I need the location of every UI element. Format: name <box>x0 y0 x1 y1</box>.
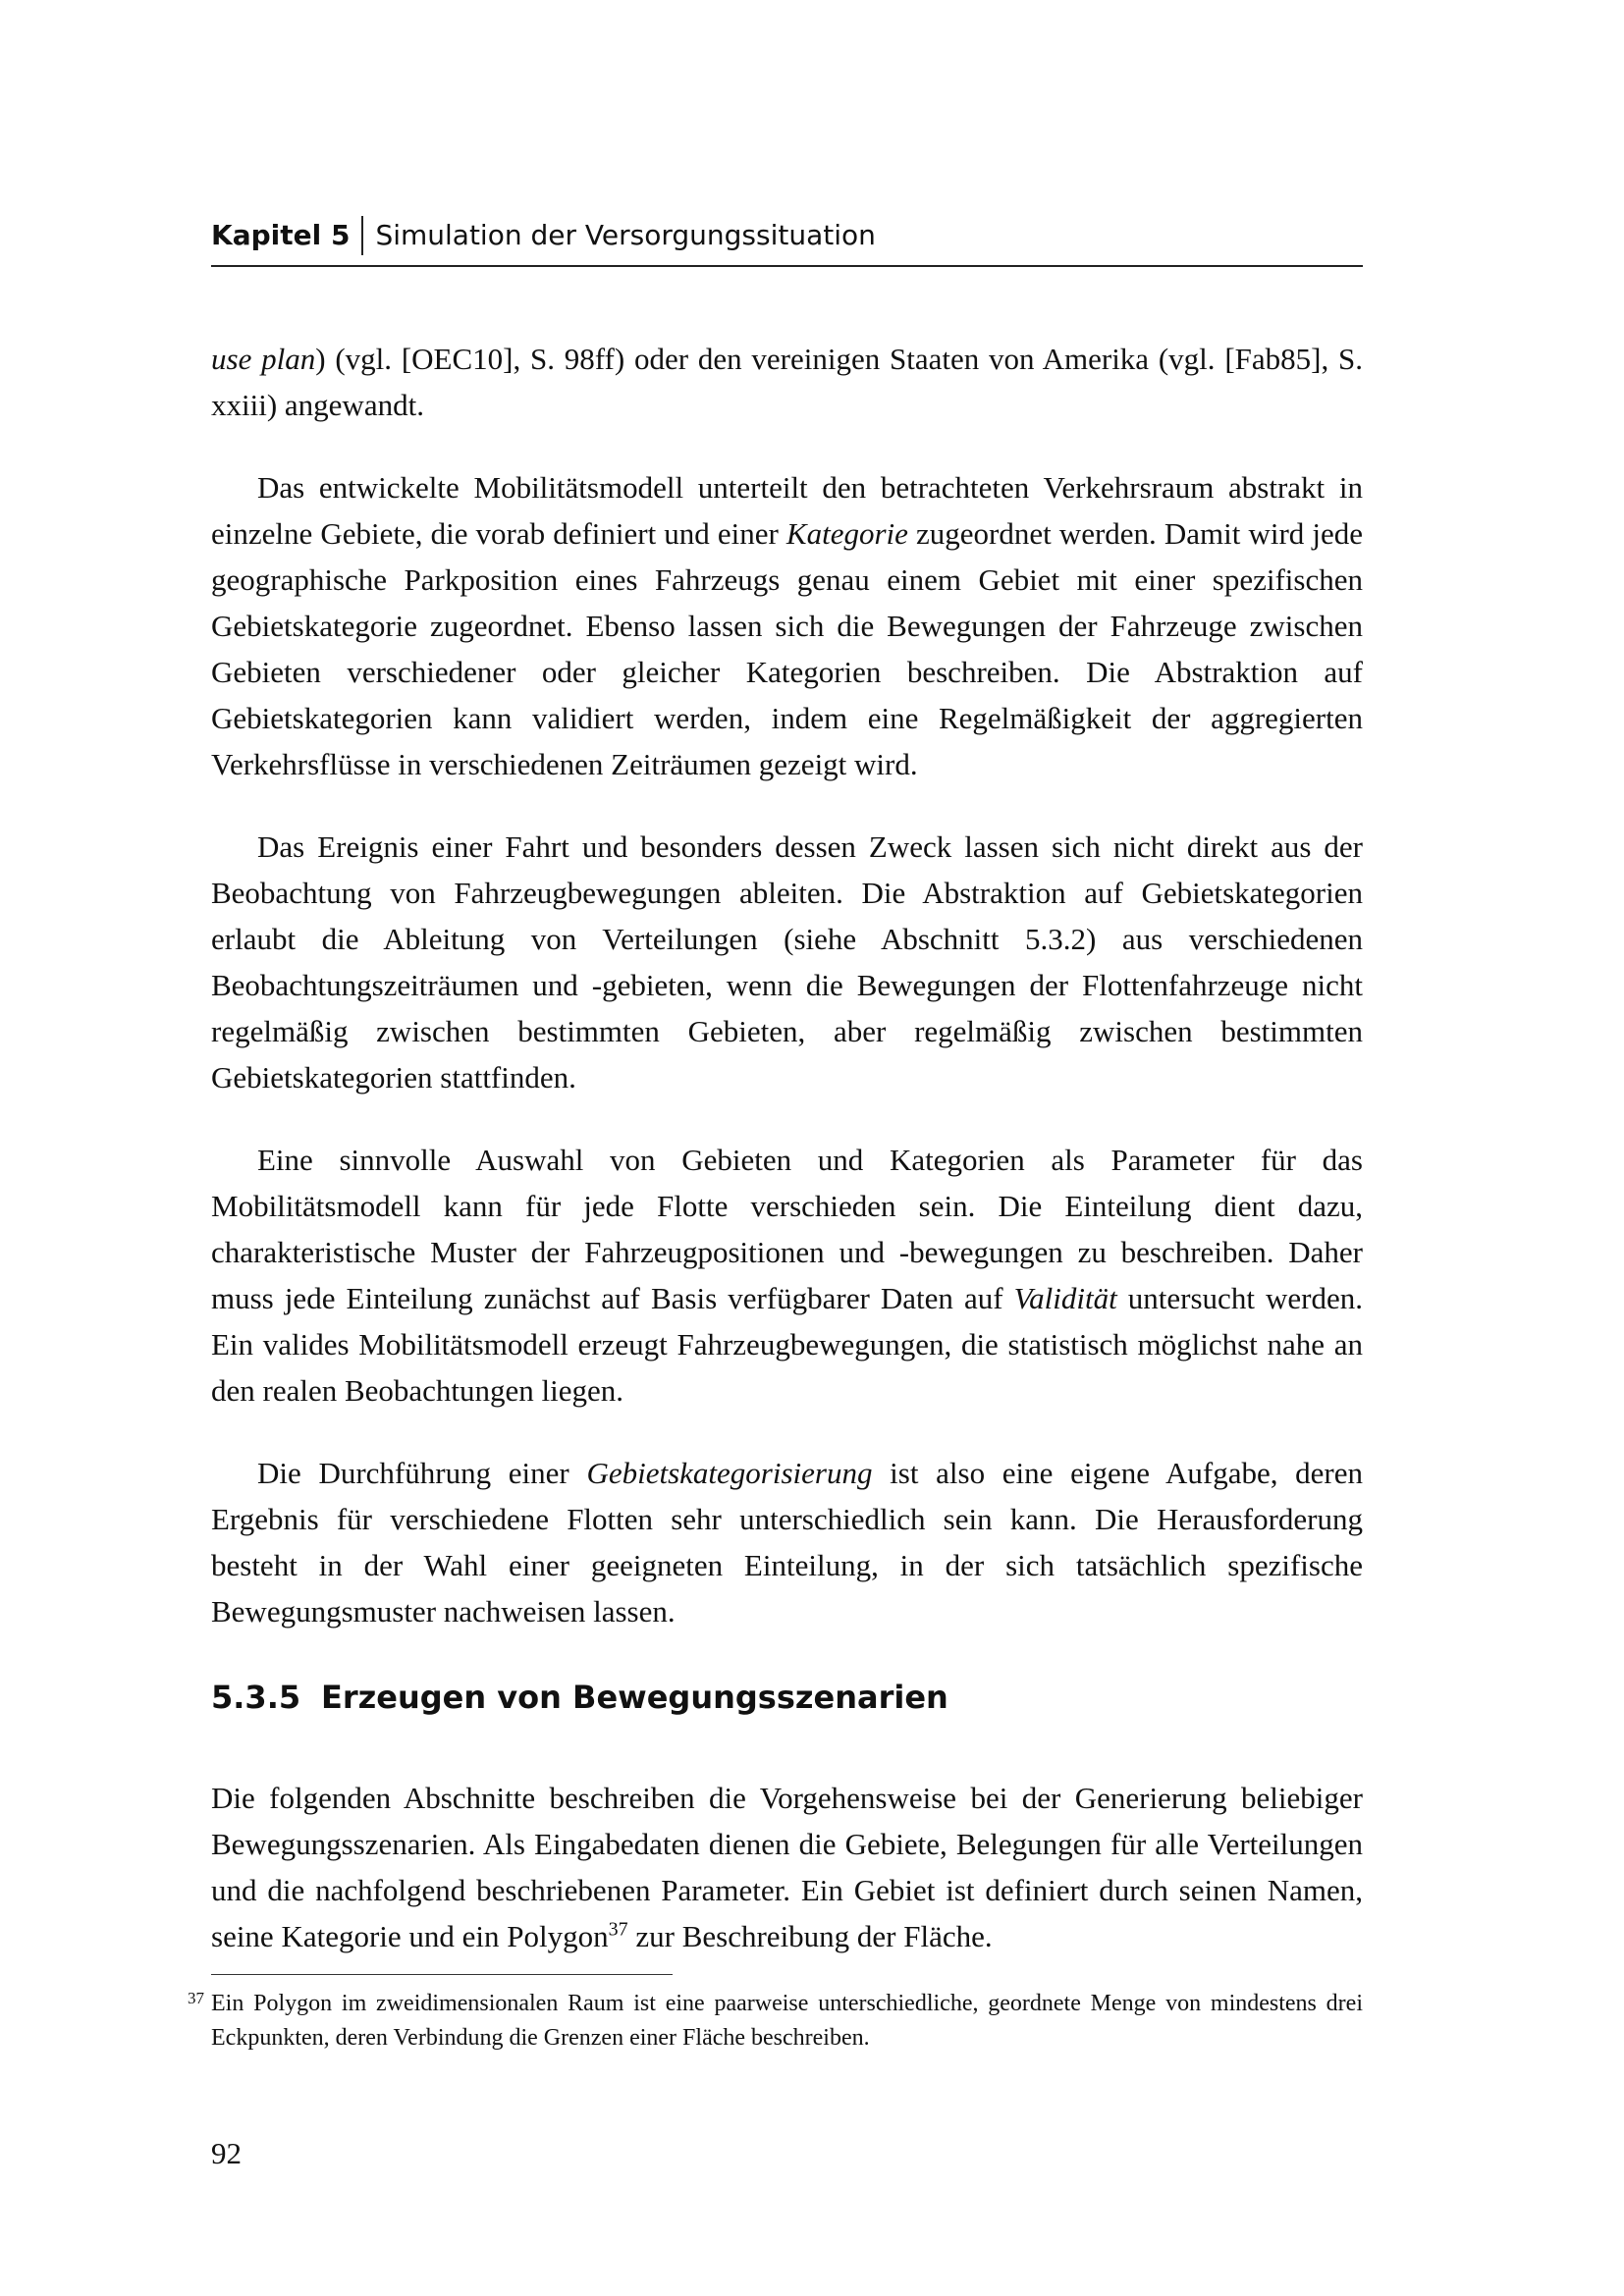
footnote-mark: 37 <box>188 1989 204 2007</box>
paragraph-5-text-b: ist also eine eigene Aufgabe, deren Ergebnis für verschiedene Flotten sehr unterschiedlich sein kann. Die Herausforderung besteht in der Wahl einer geeigneten Einteilung, in der sich tatsächlich spezifische Bewegungsmuster nachweisen lassen. <box>211 1456 1363 1629</box>
footnote-divider <box>211 1974 673 1975</box>
paragraph-3: Das Ereignis einer Fahrt und besonders dessen Zweck lassen sich nicht direkt aus der Beobachtung von Fahrzeugbewegungen ableiten. Die Abstraktion auf Gebietskategorien erlaubt die Ableitung von Verteilungen (siehe Abschnitt 5.3.2) aus verschiedenen Beobachtungszeiträumen und -gebieten, wenn die Bewegungen der Flottenfahrzeuge nicht regelmäßig zwischen bestimmten Gebieten, aber regelmäßig zwischen bestimmten Gebietskategorien stattfinden. <box>211 829 1363 1095</box>
paragraph-5 <box>211 1450 1363 1634</box>
paragraph-2-text-b: zugeordnet werden. Damit wird jede geographische Parkposition eines Fahrzeugs genau einem Gebiet mit einer spezifischen Gebietskategorie zugeordnet. Ebenso lassen sich die Bewegungen der Fahrzeuge zwischen Gebieten verschiedener oder gleicher Kategorien beschreiben. Die Abstraktion auf Gebietskategorien kann validiert werden, indem eine Regelmäßigkeit der aggregierten Verkehrsflüsse in verschiedenen Zeiträumen gezeigt wird. <box>211 516 1363 781</box>
paragraph-5-italic: Gebietskategorisierung <box>586 1456 873 1490</box>
body-text <box>211 336 1363 1634</box>
paragraph-4-text-b: untersucht werden. Ein valides Mobilitätsmodell erzeugt Fahrzeugbewegungen, die statistisch möglichst nahe an den realen Beobachtungen liegen. <box>211 1281 1363 1408</box>
section-heading <box>211 1676 1363 1719</box>
paragraph-5-text-a: Die Durchführung einer <box>257 1456 587 1490</box>
footnote-text: Ein Polygon im zweidimensionalen Raum ist eine paarweise unterschiedliche, geordnete Menge von mindestens drei Eckpunkten, deren Verbindung die Grenzen einer Fläche beschreiben. <box>211 1991 1363 2051</box>
footnote <box>188 1987 1363 2056</box>
paragraph-2-text-a: Das entwickelte Mobilitätsmodell unterteilt den betrachteten Verkehrsraum abstrakt in einzelne Gebiete, die vorab definiert und einer <box>211 470 1363 551</box>
footnote-reference[interactable]: 37 <box>608 1918 628 1941</box>
chapter-label: Kapitel 5 <box>211 216 363 255</box>
paragraph-1 <box>211 336 1363 428</box>
section-paragraph <box>211 1775 1363 1959</box>
paragraph-2 <box>211 464 1363 787</box>
paragraph-4-text-a: Eine sinnvolle Auswahl von Gebieten und Kategorien als Parameter für das Mobilitätsmodell kann für jede Flotte verschieden sein. Die Einteilung dient dazu, charakteristische Muster der Fahrzeugpositionen und -bewegungen zu beschreiben. Daher muss jede Einteilung zunächst auf Basis verfügbarer Daten auf <box>211 1143 1363 1315</box>
section-paragraph-text-a: Die folgenden Abschnitte beschreiben die Vorgehensweise bei der Generierung beliebiger Bewegungsszenarien. Als Eingabedaten dienen die Gebiete, Belegungen für alle Verteilungen und die nachfolgend beschriebenen Parameter. Ein Gebiet ist definiert durch seinen Namen, seine Kategorie und ein Polygon <box>211 1781 1363 1953</box>
chapter-title: Simulation der Versorgungssituation <box>375 219 876 251</box>
paragraph-4 <box>211 1137 1363 1414</box>
paragraph-1-italic: use plan <box>211 342 316 376</box>
running-header <box>211 216 1363 267</box>
section-title: Erzeugen von Bewegungsszenarien <box>321 1679 948 1716</box>
paragraph-4-italic: Validität <box>1013 1281 1117 1315</box>
section-body <box>211 1775 1363 1959</box>
paragraph-1-text: ) (vgl. [OEC10], S. 98ff) oder den vereinigen Staaten von Amerika (vgl. [Fab85], S. xxiii) angewandt. <box>211 342 1363 422</box>
section-number: 5.3.5 <box>211 1679 301 1716</box>
paragraph-2-italic: Kategorie <box>785 516 908 551</box>
page-number: 92 <box>211 2136 242 2170</box>
section-paragraph-text-b: zur Beschreibung der Fläche. <box>627 1919 993 1953</box>
